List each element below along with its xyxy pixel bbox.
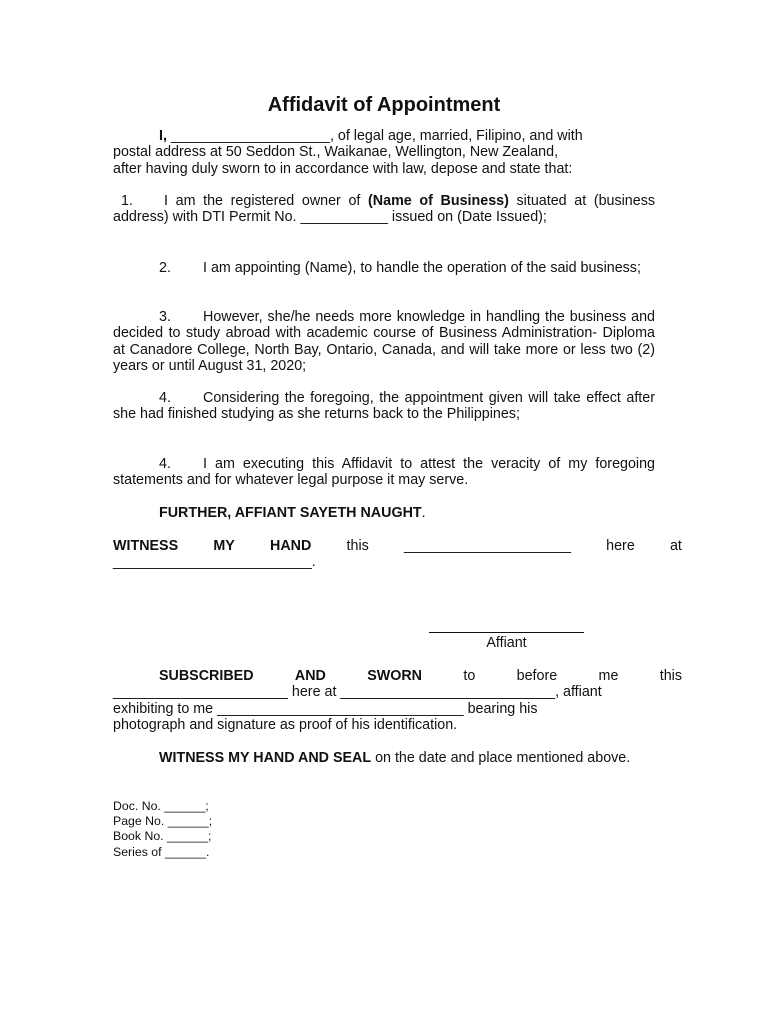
item-2-number: 2.: [159, 260, 171, 276]
subscribed-word: SUBSCRIBED: [159, 668, 254, 684]
witness-paragraph: [113, 538, 682, 571]
subscribed-paragraph: [113, 668, 682, 734]
intro-paragraph: [113, 128, 655, 177]
subscribed-line-4: photograph and signature as proof of his identification.: [113, 717, 458, 734]
item-1-number: 1.: [121, 193, 133, 209]
item-3-text: However, she/he needs more knowledge in handling the business and decided to study abroad with academic course of Business Administration- Diploma at Canadore College, North Bay, Ontario, Canada, and will take more or less two (2) years or until August 31, 2020;: [113, 309, 655, 375]
further-statement: [113, 505, 655, 521]
date-blank: _____________________: [403, 538, 571, 554]
seal-bold: WITNESS MY HAND AND SEAL: [159, 750, 372, 766]
item-5: [113, 456, 655, 489]
item-4-number: 4.: [159, 390, 171, 406]
item-4-text: Considering the foregoing, the appointment given will take effect after she had finished studying as she returns back to the Philippines;: [113, 390, 655, 423]
to-word: to: [463, 668, 476, 684]
witness-line-2: _________________________.: [113, 554, 316, 571]
item-2-text: I am appointing (Name), to handle the operation of the said business;: [203, 260, 641, 276]
intro-line-2: postal address at 50 Seddon St., Waikanae, Wellington, New Zealand,: [113, 144, 559, 161]
item-2: [113, 260, 655, 276]
and-word: AND: [294, 668, 326, 684]
me-word: me: [598, 668, 619, 684]
series-number: Series of ______.: [113, 844, 210, 859]
doc-number: Doc. No. ______;: [113, 799, 209, 813]
item-3-number: 3.: [159, 309, 171, 325]
intro-lead: I,: [159, 128, 167, 144]
intro-line-3: after having duly sworn to in accordance with law, depose and state that:: [113, 160, 573, 177]
subscribed-line-2: ______________________ here at ___________________________, affiant: [113, 684, 602, 701]
item-1-text-after: situated at (business address) with DTI Permit No. ___________ issued on (Date Issued);: [113, 193, 656, 226]
item-1: [113, 193, 655, 226]
document-title: Affidavit of Appointment: [267, 94, 501, 116]
further-end: .: [421, 505, 426, 521]
this-word: this: [346, 538, 369, 554]
subscribed-line-3: exhibiting to me _______________________________ bearing his: [113, 700, 538, 717]
seal-paragraph: [113, 750, 682, 766]
item-4: [113, 390, 655, 423]
notarial-register: [113, 799, 212, 860]
book-number: Book No. ______;: [113, 829, 212, 844]
here-word: here: [606, 538, 635, 554]
sworn-word: SWORN: [367, 668, 423, 684]
item-5-text: I am executing this Affidavit to attest the veracity of my foregoing statements and for whatever legal purpose it may serve.: [113, 456, 655, 489]
subscribed-line-1: [113, 668, 682, 684]
item-1-text-before: I am the registered owner of: [164, 193, 369, 209]
affiant-label: Affiant: [486, 635, 527, 651]
at-word: at: [669, 538, 682, 554]
before-word: before: [516, 668, 558, 684]
my-word: MY: [213, 538, 235, 554]
further-bold: FURTHER, AFFIANT SAYETH NAUGHT: [159, 505, 422, 521]
seal-text: on the date and place mentioned above.: [371, 750, 631, 766]
page-number: Page No. ______;: [113, 814, 213, 829]
witness-line-1: [113, 538, 682, 554]
hand-word: HAND: [270, 538, 312, 554]
item-1-business-name: (Name of Business): [368, 193, 509, 209]
affiant-signature-line: [429, 618, 584, 633]
this-word: this: [659, 668, 682, 684]
witness-word: WITNESS: [113, 538, 179, 554]
intro-line-1: ____________________, of legal age, married, Filipino, and with: [170, 128, 583, 144]
item-3: [113, 309, 655, 375]
item-5-number: 4.: [159, 456, 171, 472]
